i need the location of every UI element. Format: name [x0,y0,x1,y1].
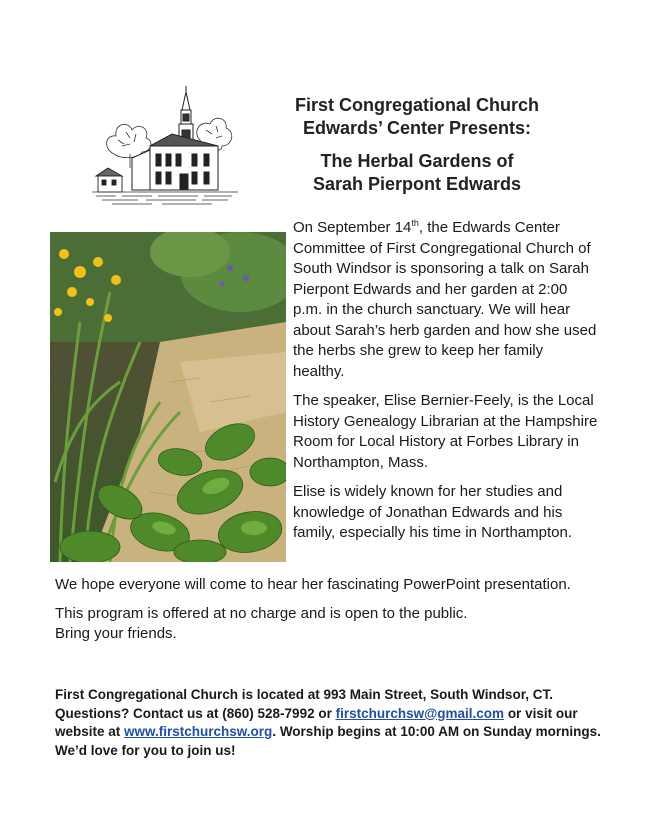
event-title-line2: Sarah Pierpont Edwards [312,174,522,194]
event-details-paragraph: On September 14th, the Edwards Center Committee of First Congregational Church of South Windsor is sponsoring a talk on Sarah Pierpont Edwards and her garden at 2:00 p.m. in the church sanctuary. We will hear about Sarah’s herb garden and how she used the herbs she grew to keep her family healthy. [293,218,597,380]
closing-section [55,575,615,653]
flyer-header [262,94,572,196]
event-title [262,150,572,196]
admission-paragraph: This program is offered at no charge and is open to the public. Bring your friends. [55,605,468,642]
header-line-presents: Edwards’ Center Presents: [302,118,532,138]
email-link[interactable]: firstchurchsw@gmail.com [335,705,505,721]
garden-photo [50,232,286,562]
church-building [132,134,218,190]
website-link[interactable]: www.firstchurchsw.org [124,724,273,739]
contact-footer: First Congregational Church is located at 993 Main Street, South Windsor, CT. Questions? Contact us at (860) 528-7992 or firstchurchsw@gmail.com or visit our website at www.firstchurchsw.org. Worship begins at 10:00 AM on Sunday mornings. We’d love for you to join us! [55,687,601,758]
intro-column [293,218,598,553]
invitation-paragraph: We hope everyone will come to hear her fascinating PowerPoint presentation. [55,576,571,593]
ground-hatching [92,192,238,204]
small-house [96,168,122,192]
church-illustration [92,84,238,212]
speaker-paragraph: The speaker, Elise Bernier-Feely, is the Local History Genealogy Librarian at the Hampshire Room for Local History at Forbes Library in Northampton, Mass. [293,392,598,471]
event-title-line1: The Herbal Gardens of [320,151,514,171]
speaker-background-paragraph: Elise is widely known for her studies and knowledge of Jonathan Edwards and his family, especially his time in Northampton. [293,483,572,541]
header-line-church: First Congregational Church [294,95,539,115]
